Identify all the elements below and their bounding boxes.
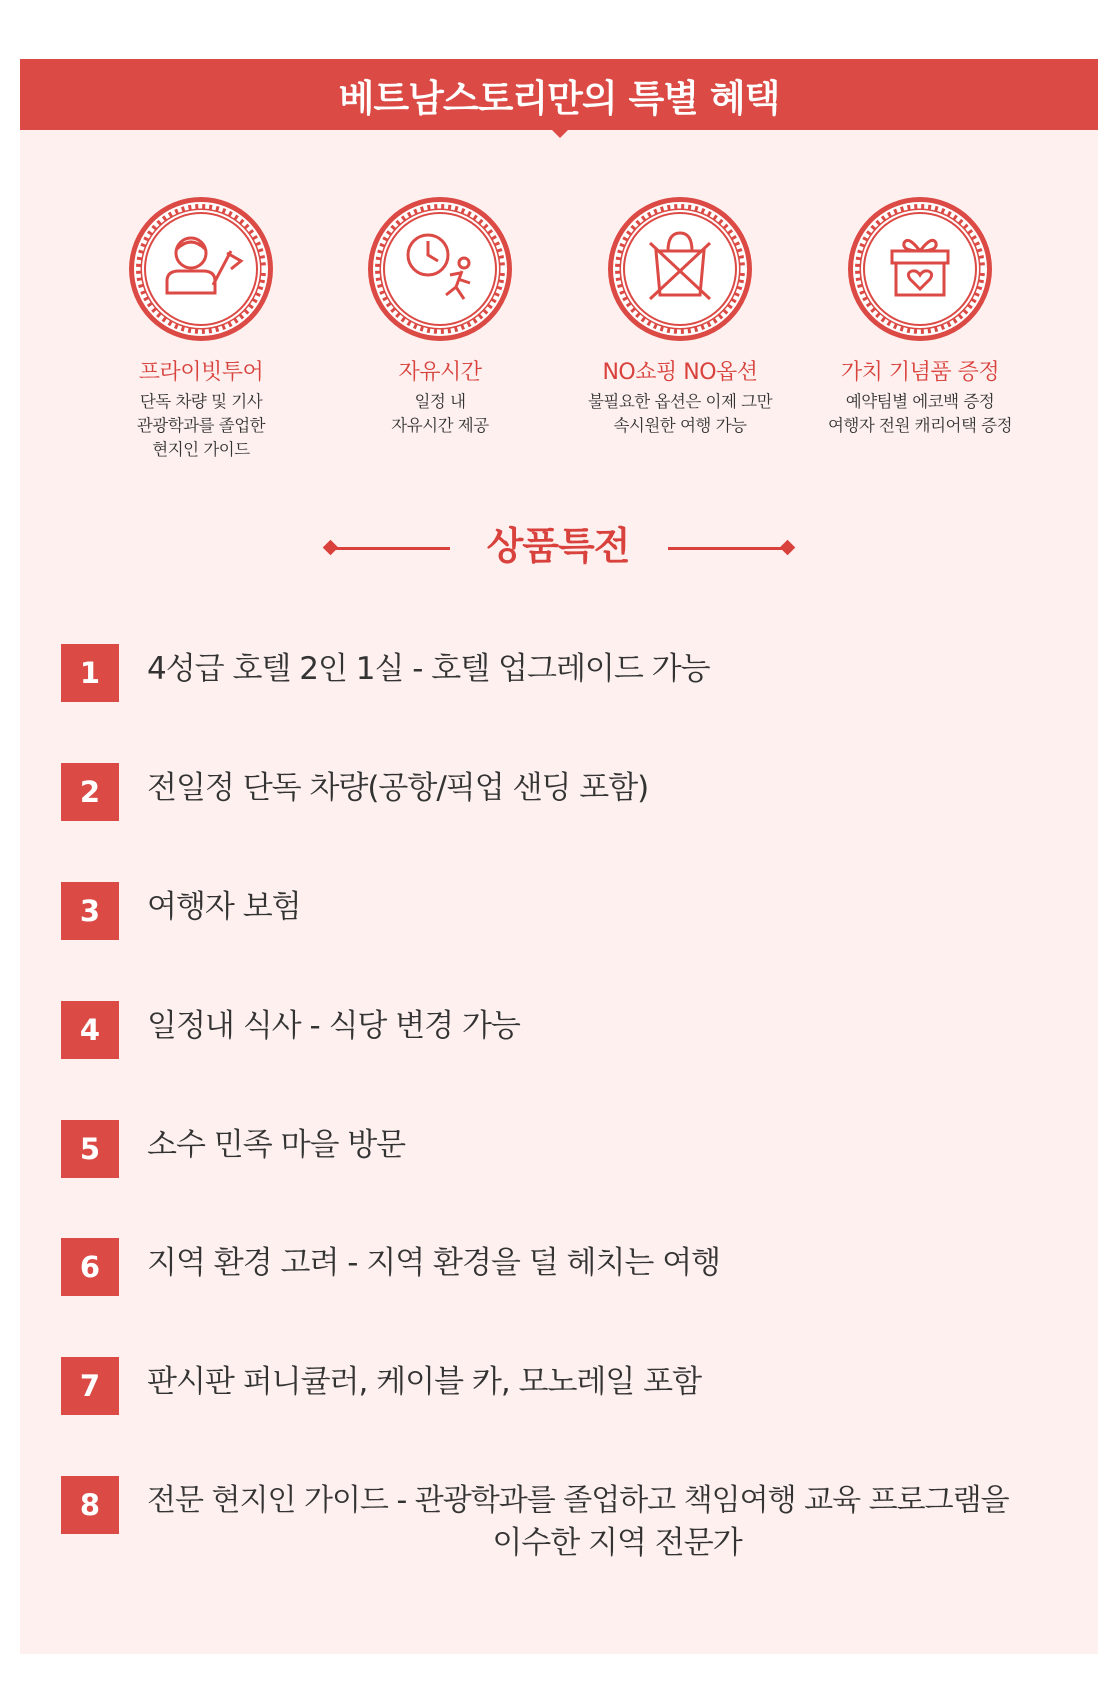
feature-text: 소수 민족 마을 방문	[147, 1127, 406, 1163]
right-divider	[668, 547, 786, 550]
benefit-title: 자유시간	[398, 360, 482, 385]
feature-text: 판시판 퍼니큘러, 케이블 카, 모노레일 포함	[147, 1364, 702, 1400]
feature-text: 전문 현지인 가이드 - 관광학과를 졸업하고 책임여행 교육 프로그램을	[147, 1483, 1009, 1518]
benefit-desc: 속시원한 여행 가능	[613, 416, 747, 435]
section-title: 상품특전	[486, 524, 630, 568]
banner-title: 베트남스토리만의 특별 혜택	[338, 76, 780, 120]
feature-number: 4	[61, 1001, 119, 1059]
gift-icon	[846, 195, 994, 343]
feature-text: 일정내 식사 - 식당 변경 가능	[147, 1008, 520, 1044]
benefit-desc: 예약팀별 에코백 증정	[845, 392, 995, 411]
benefit-title: NO쇼핑 NO옵션	[602, 360, 758, 385]
feature-text: 4성급 호텔 2인 1실 - 호텔 업그레이드 가능	[147, 651, 710, 687]
free-time-icon	[366, 195, 514, 343]
feature-text-continued: 이수한 지역 전문가	[492, 1525, 742, 1561]
tour-guide-icon	[127, 195, 275, 343]
feature-number: 7	[61, 1357, 119, 1415]
feature-number: 8	[61, 1476, 119, 1534]
feature-number: 2	[61, 763, 119, 821]
benefit-no-shopping	[560, 195, 800, 438]
feature-text: 전일정 단독 차량(공항/픽업 샌딩 포함)	[147, 770, 649, 806]
benefit-souvenir	[800, 195, 1040, 438]
benefit-free-time	[320, 195, 560, 438]
benefit-desc: 여행자 전원 캐리어택 증정	[827, 416, 1013, 435]
banner-notch	[551, 129, 569, 138]
feature-number: 5	[61, 1120, 119, 1178]
benefit-desc: 단독 차량 및 기사	[139, 392, 263, 411]
feature-number: 3	[61, 882, 119, 940]
benefit-private-tour	[81, 195, 321, 462]
section-heading	[0, 520, 1116, 580]
feature-text: 여행자 보험	[147, 889, 301, 925]
benefit-desc: 자유시간 제공	[391, 416, 489, 435]
benefit-desc: 일정 내	[414, 392, 466, 411]
benefit-title: 프라이빗투어	[138, 360, 264, 385]
benefit-desc: 불필요한 옵션은 이제 그만	[587, 392, 773, 411]
benefit-desc: 관광학과를 졸업한	[136, 416, 266, 435]
benefit-title: 가치 기념품 증정	[840, 360, 1000, 385]
header-banner	[20, 59, 1098, 130]
no-shopping-icon	[606, 195, 754, 343]
feature-text: 지역 환경 고려 - 지역 환경을 덜 헤치는 여행	[147, 1245, 721, 1281]
feature-number: 6	[61, 1238, 119, 1296]
benefit-desc: 현지인 가이드	[152, 440, 250, 459]
feature-number: 1	[61, 644, 119, 702]
